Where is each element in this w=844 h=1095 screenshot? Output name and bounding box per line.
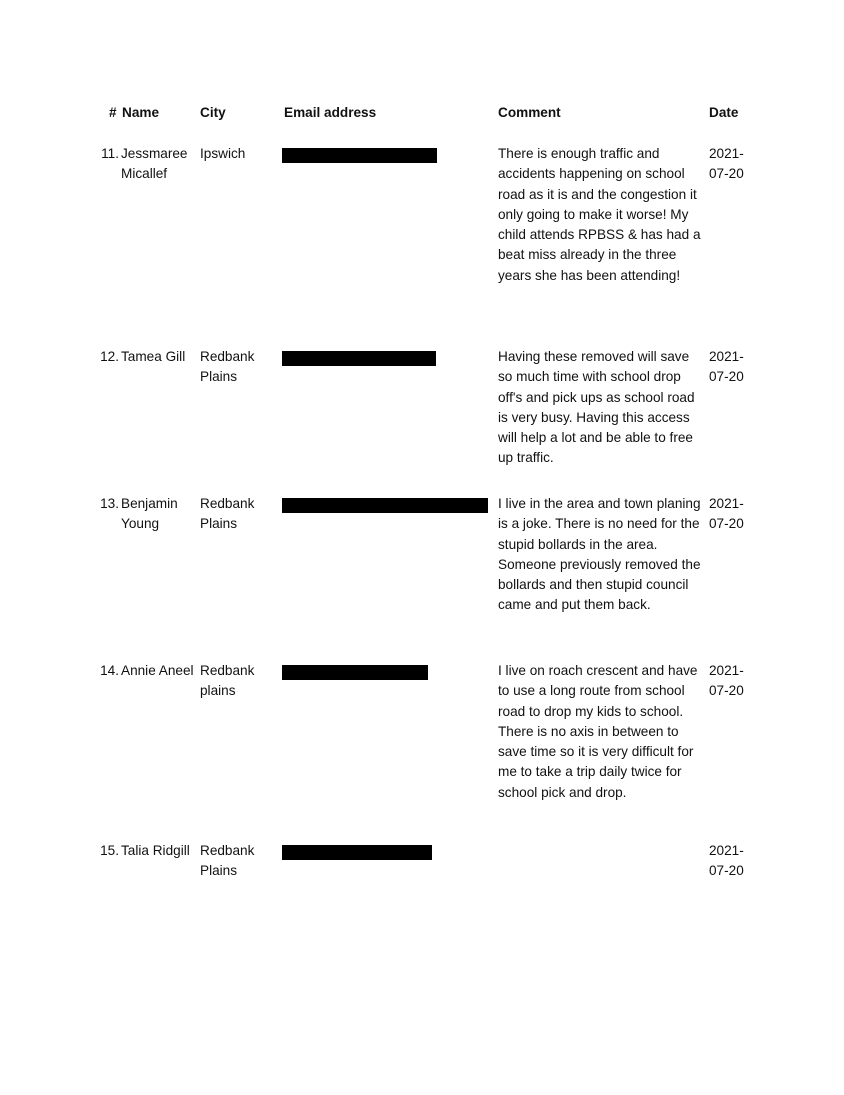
row-number: 11. (101, 146, 119, 161)
row-comment: I live in the area and town planing is a joke. There is no need for the stupid bollards in the area. Someone previously removed the bollards and then stupid council came and put them back. (498, 496, 701, 613)
row-city: Redbank Plains (200, 349, 255, 385)
row-number: 15. (100, 843, 119, 858)
header-email: Email address (284, 105, 377, 120)
row-date: 2021-07-20 (709, 496, 744, 532)
row-city: Redbank Plains (200, 496, 255, 532)
row-number: 14. (100, 663, 119, 678)
row-name: Annie Aneel (121, 663, 194, 678)
row-city: Redbank plains (200, 663, 255, 699)
row-number: 13. (100, 496, 119, 511)
email-redaction-bar (282, 148, 437, 163)
row-name: Talia Ridgill (121, 843, 190, 858)
header-number: # (109, 105, 117, 120)
row-date: 2021-07-20 (709, 843, 744, 879)
email-redaction-bar (282, 498, 488, 513)
row-city: Ipswich (200, 146, 246, 161)
header-name: Name (122, 105, 160, 120)
header-city: City (200, 105, 226, 120)
row-comment: There is enough traffic and accidents happening on school road as it is and the congestion it only going to make it worse! My child attends RPBSS & has had a beat miss already in the three years she has been attending! (498, 146, 701, 283)
row-number: 12. (100, 349, 119, 364)
row-name: Jessmaree Micallef (121, 146, 188, 182)
email-redaction-bar (282, 665, 428, 680)
row-comment: I live on roach crescent and have to use a long route from school road to drop my kids to school. There is no axis in between to save time so it is very difficult for me to take a trip daily twice for school pick and drop. (498, 663, 698, 800)
header-date: Date (709, 105, 739, 120)
email-redaction-bar (282, 845, 432, 860)
row-name: Benjamin Young (121, 496, 178, 532)
row-date: 2021-07-20 (709, 146, 744, 182)
header-comment: Comment (498, 105, 561, 120)
row-name: Tamea Gill (121, 349, 186, 364)
row-comment: Having these removed will save so much time with school drop off's and pick ups as school road is very busy. Having this access will help a lot and be able to free up traffic. (498, 349, 695, 466)
email-redaction-bar (282, 351, 436, 366)
row-date: 2021-07-20 (709, 663, 744, 699)
row-date: 2021-07-20 (709, 349, 744, 385)
table-header (0, 104, 844, 124)
row-city: Redbank Plains (200, 843, 255, 879)
